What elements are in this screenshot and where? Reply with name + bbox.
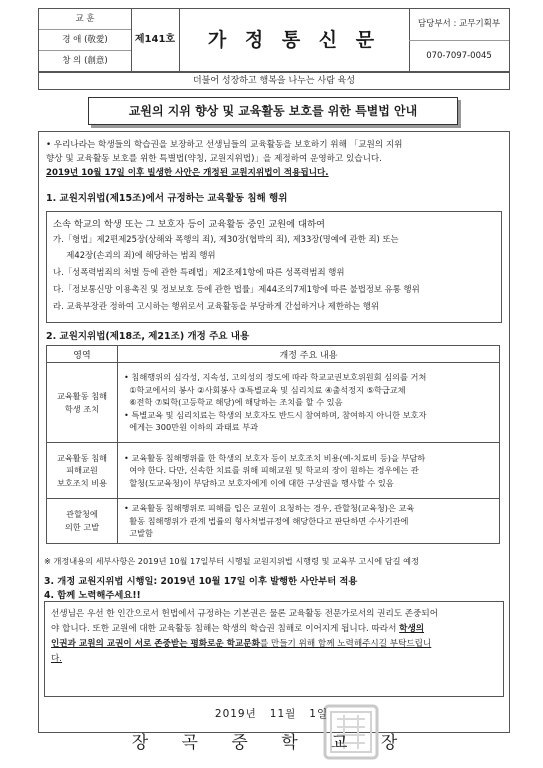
area-text: 교육활동 침해 — [56, 391, 108, 401]
slogan: 더불어 성장하고 행복을 나누는 사람 육성 — [38, 72, 510, 90]
department: 담당부서 : 교무기획부 — [409, 9, 509, 41]
school-principal: 장 곡 중 학 교 장 — [131, 733, 412, 753]
note-text: 야 합니다. 또한 교원에 대한 교육활동 침해는 학생의 학습권 침해로 이어지게 됩니다. 따라서 — [51, 624, 397, 634]
area-text: 보호조치 비용 — [56, 477, 108, 488]
note-line-4: 다. — [51, 654, 63, 664]
area-text: 학생 조치 — [64, 403, 100, 414]
cooperation-note-box — [44, 601, 504, 697]
area-text: 관할청에 — [66, 509, 98, 520]
note-line-2 — [51, 622, 497, 637]
content-line: • 침해행위의 심각성, 지속성, 고의성의 정도에 따라 학교교권보호위원회 심의를 거쳐 — [124, 372, 427, 383]
section-3-heading: 3. 개정 교원지위법 시행일: 2019년 10월 17일 이후 발행한 사안부터 적용 — [44, 576, 358, 587]
table-row — [47, 443, 500, 499]
school-motto — [39, 9, 132, 71]
area-text: 교육활동 침해 — [56, 452, 108, 463]
area-text: 의한 고발 — [64, 521, 100, 532]
table-header-row — [47, 346, 500, 363]
content-line: • 교육활동 침해행위를 한 학생의 보호자 등이 보호조치 비용(예-치료비 등)을 부담하 — [124, 452, 426, 463]
infringement-item: 나.「성폭력범죄의 처벌 등에 관한 특례법」제2조제1항에 따른 성폭력범죄 행위 — [53, 267, 345, 277]
intro-line-3: 2019년 10월 17일 이후 빌생한 사안은 개정된 교원지위법이 적용됩니다. — [46, 168, 329, 178]
infringement-box — [46, 211, 502, 323]
row-content — [118, 363, 500, 443]
document-title: 교원의 지위 향상 및 교육활동 보호를 위한 특별법 안내 — [88, 97, 458, 125]
row-area — [47, 499, 118, 544]
intro-line-1: • 우리나라는 학생들의 학습권을 보장하고 선생님들의 교육활동을 보호하기 위해 「교원의 지위 — [46, 140, 403, 150]
content-line: 고발함 — [124, 528, 153, 538]
content-line: • 교육활동 침해행위로 피해를 입은 교원이 요청하는 경우, 관할청(교육청)은 교육 — [124, 503, 415, 513]
cooperation-note — [51, 607, 497, 667]
motto-1: 경 애 (敬愛) — [39, 30, 131, 51]
table-row — [47, 499, 500, 544]
content-line: ⑥전학 ⑦퇴학(고등학교 해당)에 해당하는 조치를 할 수 있음 — [124, 397, 343, 408]
row-content — [118, 499, 500, 544]
row-content — [118, 443, 500, 499]
motto-2: 창 의 (創意) — [62, 56, 108, 66]
section-4-heading: 4. 함께 노력해주세요!! — [44, 590, 141, 601]
infringement-lead: 소속 학교의 학생 또는 그 보호자 등이 교육활동 중인 교원에 대하여 — [53, 219, 326, 230]
content-line: 활동 침해행위가 관계 법률의 형사처벌규정에 해당한다고 판단하면 수사기관에 — [124, 515, 409, 526]
note-emphasis: 인권과 교원의 교권이 서로 존중받는 평화로운 학교문화 — [51, 639, 260, 649]
newsletter-header — [38, 8, 510, 72]
column-header-content: 개정 주요 내용 — [118, 346, 500, 363]
content-line: 할청(도교육청)이 부담하고 보호자에게 이에 대한 구상권을 행사할 수 있음 — [124, 477, 394, 488]
row-area — [47, 363, 118, 443]
intro-line-2: 향상 및 교육활동 보호를 위한 특별법(약칭, 교원지위법)」을 제정하여 운영하고 있습니다. — [46, 154, 382, 164]
infringement-item: 다.「정보통신망 이용촉진 및 정보보호 등에 관한 법률」제44조의7제1항에 따른 불법정보 유통 행위 — [53, 284, 420, 294]
infringement-item: 제42장(손괴의 죄)에 해당하는 범죄 행위 — [53, 250, 216, 260]
area-text: 피해교원 — [66, 465, 98, 476]
infringement-item: 가.「형법」제2편제25장(상해와 폭행의 죄), 제30장(협박의 죄), 제33장(명예에 관한 죄) 또는 — [53, 234, 399, 244]
table-row — [47, 363, 500, 443]
section-2-heading: 2. 교원지위법(제18조, 제21조) 개정 주요 내용 — [46, 331, 250, 342]
newsletter-title: 가 정 통 신 문 — [179, 9, 410, 71]
phone: 070-7097-0045 — [426, 51, 492, 61]
issue-date: 2019년 11월 1일 — [214, 708, 329, 720]
issue-number: 제141호 — [131, 9, 180, 71]
content-line: 여야 한다. 다만, 신속한 치료를 위해 피해교원 및 학교의 장이 원하는 경우에는 관 — [124, 465, 419, 476]
note-emphasis: 학생의 — [399, 624, 425, 634]
motto-label: 교 훈 — [39, 9, 131, 30]
column-header-area: 영역 — [47, 346, 118, 363]
intro-text — [46, 138, 504, 180]
row-area — [47, 443, 118, 499]
section-1-heading: 1. 교원지위법(제15조)에서 규정하는 교육활동 침해 행위 — [46, 193, 288, 204]
footnote: ※ 개정내용의 세부사항은 2019년 10월 17일부터 시행될 교원지위법 시행령 및 교육부 고시에 담길 예정 — [44, 556, 420, 566]
note-line-1: 선생님은 우선 한 인간으로서 헌법에서 규정하는 기본권은 물론 교육활동 전문가로서의 권리도 존중되어 — [51, 609, 439, 619]
infringement-item: 라. 교육부장관 정하여 고시하는 행위로서 교육활동을 부당하게 간섭하거나 제한하는 행위 — [53, 301, 379, 311]
note-line-3 — [51, 637, 497, 652]
revision-table — [46, 345, 500, 544]
content-line: • 특별교육 및 심리치료는 학생의 보호자도 반드시 참여하며, 참여하지 아니한 보호자 — [124, 409, 427, 420]
content-line: 에게는 300만원 이하의 과태료 부과 — [124, 422, 259, 433]
note-text: 를 만들기 위해 함께 노력해주시길 부탁드립니 — [259, 639, 432, 649]
content-line: ①학교에서의 봉사 ②사회봉사 ③특별교육 및 심리치료 ④출석정지 ⑤학급교체 — [124, 384, 406, 395]
department-info — [409, 9, 509, 71]
